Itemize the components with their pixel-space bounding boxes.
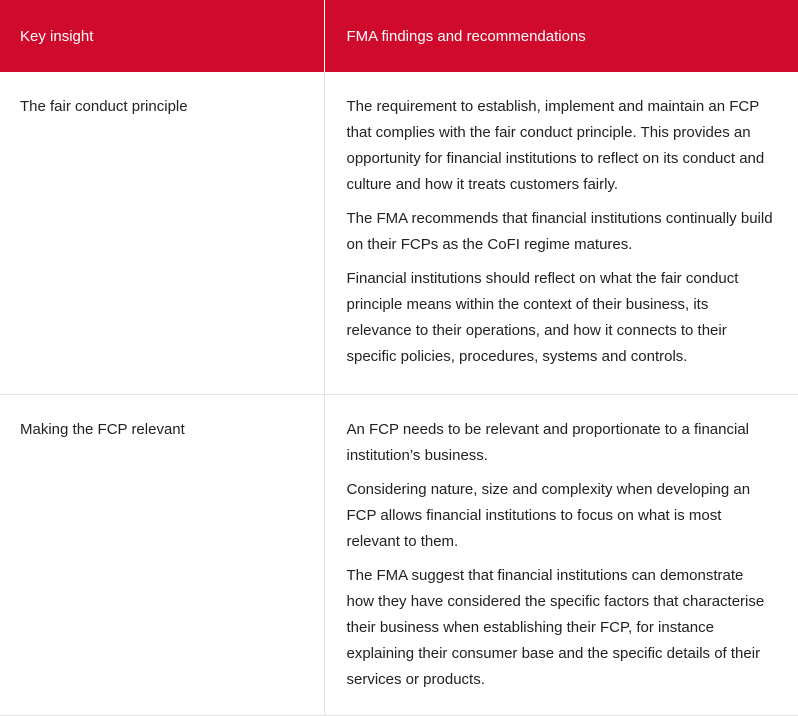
findings-cell: [324, 394, 798, 715]
table-row: [0, 72, 798, 394]
findings-paragraph: The requirement to establish, implement and maintain an FCP that complies with the fair conduct principle. This provides an opportunity for financial institutions to reflect on its conduct and culture and how it treats customers fairly.: [346, 98, 765, 193]
findings-paragraph: Financial institutions should reflect on what the fair conduct principle means within the context of their business, its relevance to their operations, and how it connects to their specific policies, procedures, systems and controls.: [346, 270, 739, 365]
table-row: [0, 394, 798, 715]
findings-paragraph: The FMA suggest that financial institutions can demonstrate how they have considered the specific factors that characterise their business when establishing their FCP, for instance explaining their consumer base and the specific details of their services or products.: [346, 566, 765, 688]
findings-paragraph: Considering nature, size and complexity when developing an FCP allows financial institutions to focus on what is most relevant to them.: [346, 480, 751, 550]
header-fma-findings: FMA findings and recommendations: [324, 0, 798, 72]
findings-cell: [324, 72, 798, 394]
key-insight-cell: Making the FCP relevant: [0, 394, 324, 715]
findings-paragraph: An FCP needs to be relevant and proportionate to a financial institution’s business.: [346, 420, 749, 464]
findings-paragraph: The FMA recommends that financial institutions continually build on their FCPs as the CoFI regime matures.: [346, 210, 773, 253]
table-header-row: [0, 0, 798, 72]
key-insight-cell: The fair conduct principle: [0, 72, 324, 394]
header-key-insight: Key insight: [0, 0, 324, 72]
